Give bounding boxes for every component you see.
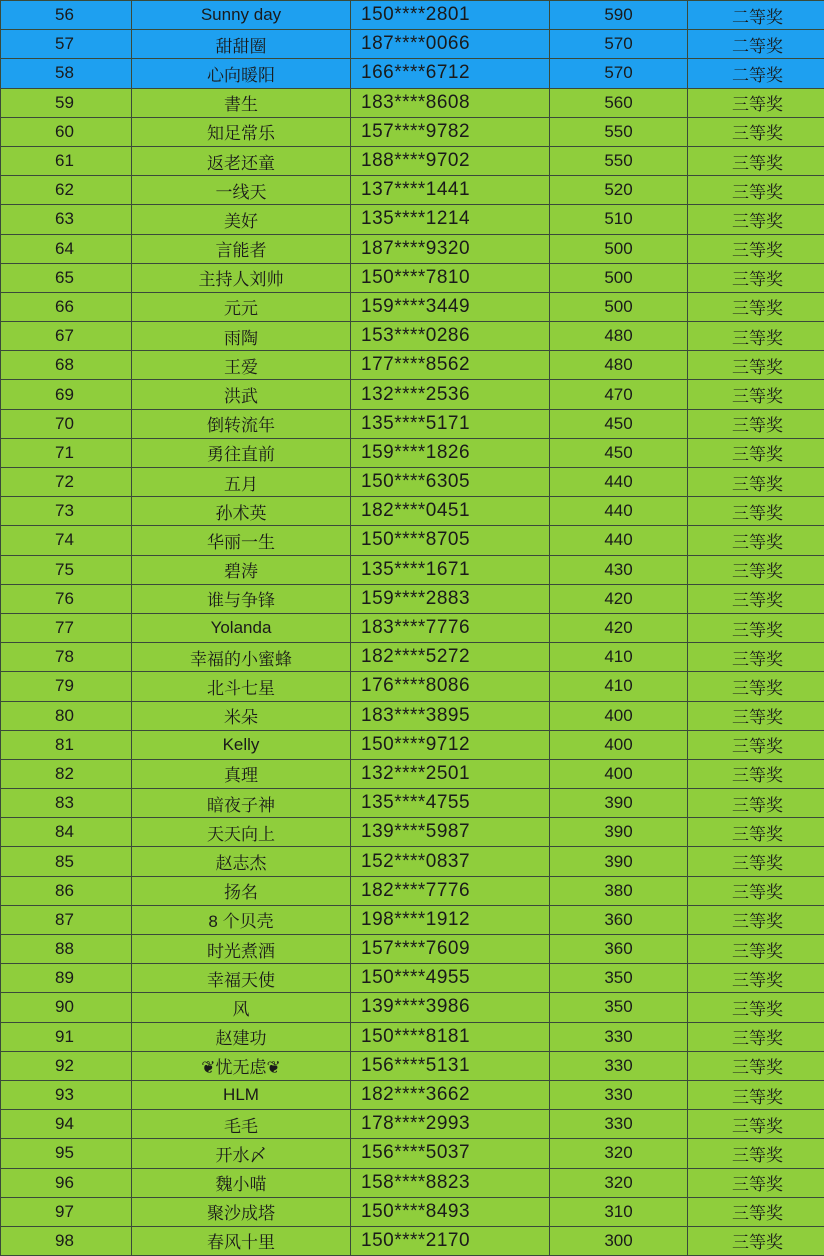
score-cell: 590: [550, 1, 688, 30]
phone-cell: 187****9320: [351, 234, 550, 263]
rank-cell: 64: [1, 234, 132, 263]
score-cell: 410: [550, 672, 688, 701]
prize-cell: 三等奖: [688, 876, 824, 905]
name-cell: 雨陶: [132, 322, 351, 351]
table-row: [1, 263, 824, 292]
phone-cell: 183****7776: [351, 613, 550, 642]
phone-cell: 150****4955: [351, 964, 550, 993]
score-cell: 330: [550, 1080, 688, 1109]
score-cell: 550: [550, 146, 688, 175]
name-cell: 孙术英: [132, 497, 351, 526]
phone-cell: 150****8181: [351, 1022, 550, 1051]
phone-cell: 150****9712: [351, 730, 550, 759]
name-cell: 米朵: [132, 701, 351, 730]
table-row: [1, 701, 824, 730]
prize-cell: 三等奖: [688, 1022, 824, 1051]
score-cell: 440: [550, 526, 688, 555]
prize-cell: 三等奖: [688, 1080, 824, 1109]
score-cell: 570: [550, 30, 688, 59]
table-row: [1, 993, 824, 1022]
table-row: [1, 759, 824, 788]
rank-cell: 86: [1, 876, 132, 905]
score-cell: 400: [550, 730, 688, 759]
name-cell: Sunny day: [132, 1, 351, 30]
prize-cell: 三等奖: [688, 468, 824, 497]
prize-cell: 三等奖: [688, 613, 824, 642]
phone-cell: 159****1826: [351, 438, 550, 467]
table-row: [1, 526, 824, 555]
table-row: [1, 409, 824, 438]
table-row: [1, 847, 824, 876]
name-cell: 风: [132, 993, 351, 1022]
prize-cell: 三等奖: [688, 146, 824, 175]
prize-cell: 三等奖: [688, 322, 824, 351]
prize-cell: 三等奖: [688, 1226, 824, 1255]
phone-cell: 176****8086: [351, 672, 550, 701]
name-cell: 时光煮酒: [132, 935, 351, 964]
phone-cell: 182****3662: [351, 1080, 550, 1109]
rank-cell: 78: [1, 643, 132, 672]
name-cell: 返老还童: [132, 146, 351, 175]
rank-cell: 75: [1, 555, 132, 584]
score-cell: 450: [550, 438, 688, 467]
prize-cell: 三等奖: [688, 818, 824, 847]
phone-cell: 158****8823: [351, 1168, 550, 1197]
rank-cell: 74: [1, 526, 132, 555]
prize-cell: 二等奖: [688, 59, 824, 88]
phone-cell: 187****0066: [351, 30, 550, 59]
rank-cell: 72: [1, 468, 132, 497]
phone-cell: 166****6712: [351, 59, 550, 88]
name-cell: HLM: [132, 1080, 351, 1109]
rank-cell: 59: [1, 88, 132, 117]
name-cell: 碧涛: [132, 555, 351, 584]
score-cell: 430: [550, 555, 688, 584]
table-row: [1, 613, 824, 642]
prize-cell: 三等奖: [688, 643, 824, 672]
prize-cell: 三等奖: [688, 234, 824, 263]
table-row: [1, 380, 824, 409]
rank-cell: 57: [1, 30, 132, 59]
score-cell: 440: [550, 468, 688, 497]
phone-cell: 150****2170: [351, 1226, 550, 1255]
prize-cell: 三等奖: [688, 409, 824, 438]
table-row: [1, 88, 824, 117]
name-cell: 开水〆: [132, 1139, 351, 1168]
score-cell: 360: [550, 935, 688, 964]
phone-cell: 177****8562: [351, 351, 550, 380]
phone-cell: 150****8493: [351, 1197, 550, 1226]
score-cell: 320: [550, 1139, 688, 1168]
phone-cell: 183****8608: [351, 88, 550, 117]
score-cell: 570: [550, 59, 688, 88]
rank-cell: 76: [1, 584, 132, 613]
score-cell: 470: [550, 380, 688, 409]
phone-cell: 153****0286: [351, 322, 550, 351]
table-row: [1, 497, 824, 526]
rank-cell: 98: [1, 1226, 132, 1255]
name-cell: 勇往直前: [132, 438, 351, 467]
table-row: [1, 30, 824, 59]
name-cell: Yolanda: [132, 613, 351, 642]
score-cell: 520: [550, 176, 688, 205]
name-cell: 一线天: [132, 176, 351, 205]
prize-cell: 三等奖: [688, 759, 824, 788]
prize-cell: 三等奖: [688, 555, 824, 584]
prize-cell: 三等奖: [688, 1197, 824, 1226]
score-cell: 350: [550, 993, 688, 1022]
rank-cell: 93: [1, 1080, 132, 1109]
score-cell: 420: [550, 613, 688, 642]
table-row: [1, 905, 824, 934]
rank-cell: 81: [1, 730, 132, 759]
prize-cell: 三等奖: [688, 497, 824, 526]
table-row: [1, 1051, 824, 1080]
rank-cell: 56: [1, 1, 132, 30]
prize-cell: 三等奖: [688, 964, 824, 993]
name-cell: 8 个贝壳: [132, 905, 351, 934]
prize-cell: 三等奖: [688, 205, 824, 234]
score-cell: 390: [550, 847, 688, 876]
phone-cell: 139****3986: [351, 993, 550, 1022]
table-row: [1, 438, 824, 467]
rank-cell: 60: [1, 117, 132, 146]
prize-cell: 三等奖: [688, 584, 824, 613]
table-row: [1, 1168, 824, 1197]
phone-cell: 159****3449: [351, 292, 550, 321]
table-row: [1, 789, 824, 818]
score-cell: 440: [550, 497, 688, 526]
table-row: [1, 146, 824, 175]
table-row: [1, 205, 824, 234]
phone-cell: 183****3895: [351, 701, 550, 730]
name-cell: 魏小喵: [132, 1168, 351, 1197]
score-cell: 380: [550, 876, 688, 905]
prize-cell: 三等奖: [688, 88, 824, 117]
prize-cell: 三等奖: [688, 672, 824, 701]
name-cell: 言能者: [132, 234, 351, 263]
name-cell: 赵建功: [132, 1022, 351, 1051]
phone-cell: 178****2993: [351, 1110, 550, 1139]
rank-cell: 68: [1, 351, 132, 380]
score-cell: 400: [550, 759, 688, 788]
prize-cell: 三等奖: [688, 730, 824, 759]
score-cell: 550: [550, 117, 688, 146]
table-row: [1, 1, 824, 30]
prize-cell: 三等奖: [688, 263, 824, 292]
name-cell: 天天向上: [132, 818, 351, 847]
table-row: [1, 234, 824, 263]
score-cell: 360: [550, 905, 688, 934]
phone-cell: 139****5987: [351, 818, 550, 847]
name-cell: 毛毛: [132, 1110, 351, 1139]
prize-cell: 三等奖: [688, 117, 824, 146]
phone-cell: 150****2801: [351, 1, 550, 30]
rank-cell: 71: [1, 438, 132, 467]
phone-cell: 182****0451: [351, 497, 550, 526]
score-cell: 420: [550, 584, 688, 613]
prize-cell: 二等奖: [688, 1, 824, 30]
score-cell: 560: [550, 88, 688, 117]
name-cell: 洪武: [132, 380, 351, 409]
score-cell: 320: [550, 1168, 688, 1197]
prize-cell: 三等奖: [688, 1139, 824, 1168]
name-cell: 甜甜圈: [132, 30, 351, 59]
phone-cell: 182****5272: [351, 643, 550, 672]
phone-cell: 157****9782: [351, 117, 550, 146]
name-cell: 書生: [132, 88, 351, 117]
rank-cell: 83: [1, 789, 132, 818]
prize-cell: 三等奖: [688, 789, 824, 818]
rank-cell: 63: [1, 205, 132, 234]
rank-cell: 90: [1, 993, 132, 1022]
table-row: [1, 1080, 824, 1109]
rank-cell: 77: [1, 613, 132, 642]
name-cell: 元元: [132, 292, 351, 321]
prize-cell: 三等奖: [688, 701, 824, 730]
name-cell: 心向暖阳: [132, 59, 351, 88]
table-row: [1, 1110, 824, 1139]
rank-cell: 91: [1, 1022, 132, 1051]
phone-cell: 132****2536: [351, 380, 550, 409]
score-cell: 410: [550, 643, 688, 672]
prize-cell: 三等奖: [688, 351, 824, 380]
prize-cell: 三等奖: [688, 905, 824, 934]
name-cell: 倒转流年: [132, 409, 351, 438]
rank-cell: 85: [1, 847, 132, 876]
score-cell: 510: [550, 205, 688, 234]
name-cell: 主持人刘帅: [132, 263, 351, 292]
prize-cell: 三等奖: [688, 526, 824, 555]
phone-cell: 132****2501: [351, 759, 550, 788]
prize-cell: 三等奖: [688, 847, 824, 876]
rank-cell: 92: [1, 1051, 132, 1080]
phone-cell: 159****2883: [351, 584, 550, 613]
table-row: [1, 1139, 824, 1168]
phone-cell: 135****1671: [351, 555, 550, 584]
rank-cell: 95: [1, 1139, 132, 1168]
score-cell: 500: [550, 234, 688, 263]
rank-cell: 87: [1, 905, 132, 934]
phone-cell: 137****1441: [351, 176, 550, 205]
table-row: [1, 176, 824, 205]
name-cell: 华丽一生: [132, 526, 351, 555]
score-cell: 390: [550, 789, 688, 818]
ranking-table-body: [1, 1, 824, 1256]
name-cell: 真理: [132, 759, 351, 788]
phone-cell: 150****6305: [351, 468, 550, 497]
name-cell: 美好: [132, 205, 351, 234]
phone-cell: 135****1214: [351, 205, 550, 234]
prize-cell: 三等奖: [688, 1168, 824, 1197]
score-cell: 350: [550, 964, 688, 993]
phone-cell: 150****7810: [351, 263, 550, 292]
prize-cell: 三等奖: [688, 1110, 824, 1139]
prize-cell: 三等奖: [688, 176, 824, 205]
prize-cell: 三等奖: [688, 935, 824, 964]
table-row: [1, 876, 824, 905]
name-cell: 暗夜子神: [132, 789, 351, 818]
name-cell: 聚沙成塔: [132, 1197, 351, 1226]
rank-cell: 73: [1, 497, 132, 526]
table-row: [1, 351, 824, 380]
name-cell: 五月: [132, 468, 351, 497]
table-row: [1, 730, 824, 759]
score-cell: 450: [550, 409, 688, 438]
phone-cell: 152****0837: [351, 847, 550, 876]
table-row: [1, 117, 824, 146]
rank-cell: 70: [1, 409, 132, 438]
name-cell: 幸福的小蜜蜂: [132, 643, 351, 672]
phone-cell: 156****5037: [351, 1139, 550, 1168]
table-row: [1, 672, 824, 701]
score-cell: 400: [550, 701, 688, 730]
score-cell: 500: [550, 263, 688, 292]
phone-cell: 150****8705: [351, 526, 550, 555]
rank-cell: 69: [1, 380, 132, 409]
phone-cell: 156****5131: [351, 1051, 550, 1080]
table-row: [1, 643, 824, 672]
table-row: [1, 468, 824, 497]
name-cell: 春风十里: [132, 1226, 351, 1255]
phone-cell: 135****5171: [351, 409, 550, 438]
score-cell: 480: [550, 351, 688, 380]
phone-cell: 135****4755: [351, 789, 550, 818]
table-row: [1, 584, 824, 613]
name-cell: 谁与争锋: [132, 584, 351, 613]
table-row: [1, 1226, 824, 1255]
phone-cell: 157****7609: [351, 935, 550, 964]
prize-cell: 三等奖: [688, 1051, 824, 1080]
rank-cell: 61: [1, 146, 132, 175]
rank-cell: 96: [1, 1168, 132, 1197]
phone-cell: 198****1912: [351, 905, 550, 934]
table-row: [1, 322, 824, 351]
name-cell: 王爱: [132, 351, 351, 380]
prize-cell: 三等奖: [688, 380, 824, 409]
prize-cell: 三等奖: [688, 292, 824, 321]
rank-cell: 82: [1, 759, 132, 788]
rank-cell: 67: [1, 322, 132, 351]
rank-cell: 58: [1, 59, 132, 88]
table-row: [1, 964, 824, 993]
table-row: [1, 1022, 824, 1051]
rank-cell: 94: [1, 1110, 132, 1139]
name-cell: 幸福天使: [132, 964, 351, 993]
table-row: [1, 1197, 824, 1226]
score-cell: 330: [550, 1022, 688, 1051]
name-cell: ❦忧无虑❦: [132, 1051, 351, 1080]
rank-cell: 62: [1, 176, 132, 205]
rank-cell: 97: [1, 1197, 132, 1226]
score-cell: 300: [550, 1226, 688, 1255]
table-row: [1, 292, 824, 321]
table-row: [1, 59, 824, 88]
name-cell: 赵志杰: [132, 847, 351, 876]
rank-cell: 84: [1, 818, 132, 847]
phone-cell: 188****9702: [351, 146, 550, 175]
rank-cell: 89: [1, 964, 132, 993]
table-row: [1, 555, 824, 584]
rank-cell: 88: [1, 935, 132, 964]
name-cell: 知足常乐: [132, 117, 351, 146]
table-row: [1, 818, 824, 847]
table-row: [1, 935, 824, 964]
rank-cell: 65: [1, 263, 132, 292]
prize-cell: 三等奖: [688, 993, 824, 1022]
score-cell: 330: [550, 1051, 688, 1080]
score-cell: 500: [550, 292, 688, 321]
rank-cell: 80: [1, 701, 132, 730]
prize-cell: 三等奖: [688, 438, 824, 467]
name-cell: Kelly: [132, 730, 351, 759]
score-cell: 330: [550, 1110, 688, 1139]
name-cell: 扬名: [132, 876, 351, 905]
score-cell: 390: [550, 818, 688, 847]
rank-cell: 66: [1, 292, 132, 321]
phone-cell: 182****7776: [351, 876, 550, 905]
score-cell: 310: [550, 1197, 688, 1226]
prize-cell: 二等奖: [688, 30, 824, 59]
name-cell: 北斗七星: [132, 672, 351, 701]
rank-cell: 79: [1, 672, 132, 701]
score-cell: 480: [550, 322, 688, 351]
